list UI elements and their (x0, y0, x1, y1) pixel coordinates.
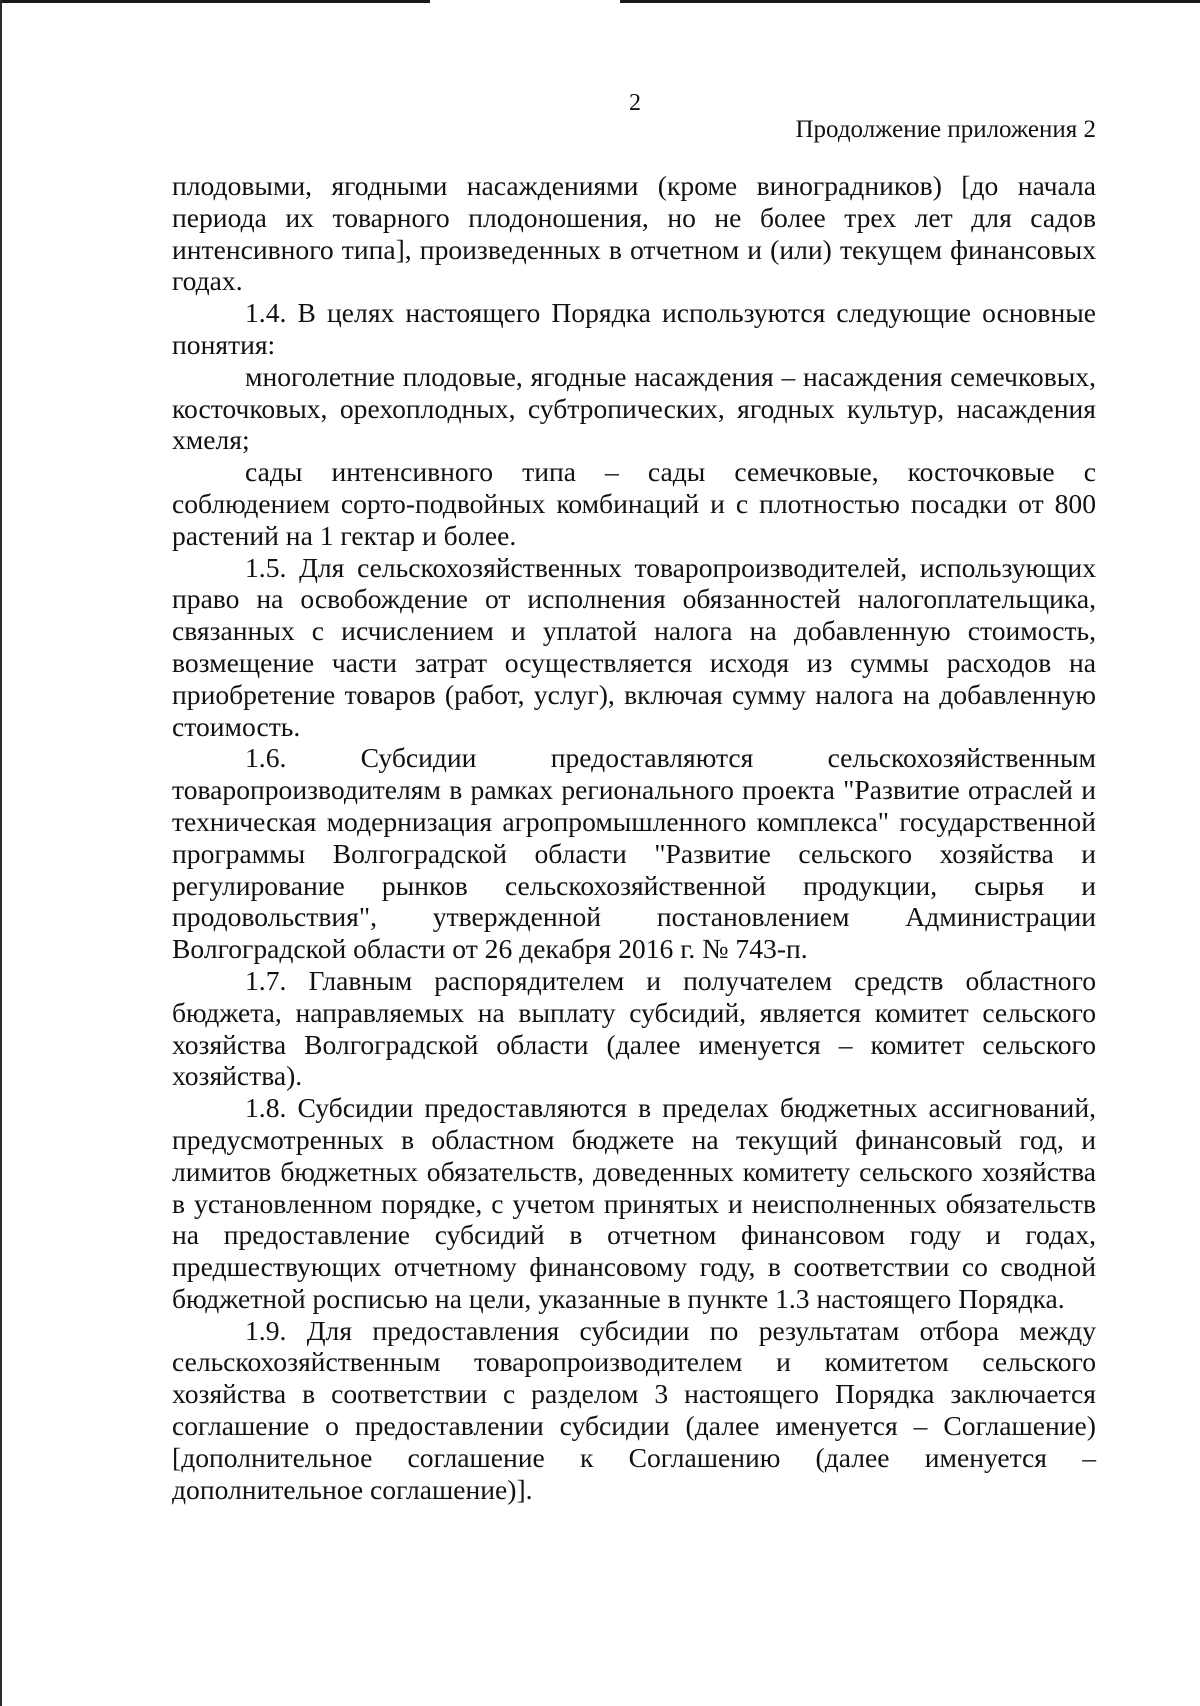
definition-intensive-gardens: сады интенсивного типа – сады семечковые, косточковые с соблюдением сорто-подвойных комбинаций и с плотностью посадки от 800 растений на 1 гектар и более. (172, 456, 1096, 551)
paragraph-continuation: плодовыми, ягодными насаждениями (кроме виноградников) [до начала периода их товарного плодоношения, но не более трех лет для садов интенсивного типа], произведенных в отчетном и (или) текущем финансовых годах. (172, 170, 1096, 297)
paragraph-1-7: 1.7. Главным распорядителем и получателем средств областного бюджета, направляемых на выплату субсидий, является комитет сельского хозяйства Волгоградской области (далее именуется – комитет сельского хозяйства). (172, 964, 1096, 1092)
page-number: 2 (629, 90, 641, 116)
scan-edge-top-gap (430, 0, 620, 3)
paragraph-1-4: 1.4. В целях настоящего Порядка используются следующие основные понятия: (172, 297, 1096, 360)
definition-perennial-plantings: многолетние плодовые, ягодные насаждения – насаждения семечковых, косточковых, орехоплодных, субтропических, ягодных культур, насаждения хмеля; (172, 360, 1096, 456)
running-header: Продолжение приложения 2 (795, 116, 1096, 143)
document-body (172, 170, 1096, 1505)
paragraph-1-8: 1.8. Субсидии предоставляются в пределах бюджетных ассигнований, предусмотренных в областном бюджете на текущий финансовый год, и лимитов бюджетных обязательств, доведенных комитету сельского хозяйства в установленном порядке, с учетом принятых и неисполненных обязательств на предоставление субсидий в отчетном финансовом году и годах, предшествующих отчетному финансовому году, в соответствии со сводной бюджетной росписью на цели, указанные в пункте 1.3 настоящего Порядка. (172, 1092, 1096, 1314)
scan-edge-left (0, 0, 2, 1706)
paragraph-1-9: 1.9. Для предоставления субсидии по результатам отбора между сельскохозяйственным товаропроизводителем и комитетом сельского хозяйства в соответствии с разделом 3 настоящего Порядка заключается соглашение о предоставлении субсидии (далее именуется – Соглашение) [дополнительное соглашение к Соглашению (далее именуется – дополнительное соглашение)]. (172, 1314, 1096, 1505)
paragraph-1-6: 1.6. Субсидии предоставляются сельскохозяйственным товаропроизводителям в рамках регионального проекта "Развитие отраслей и техническая модернизация агропромышленного комплекса" государственной программы Волгоградской области "Развитие сельского хозяйства и регулирование рынков сельскохозяйственной продукции, сырья и продовольствия", утвержденной постановлением Администрации Волгоградской области от 26 декабря 2016 г. № 743-п. (172, 742, 1096, 965)
paragraph-1-5: 1.5. Для сельскохозяйственных товаропроизводителей, использующих право на освобождение от исполнения обязанностей налогоплательщика, связанных с исчислением и уплатой налога на добавленную стоимость, возмещение части затрат осуществляется исходя из суммы расходов на приобретение товаров (работ, услуг), включая сумму налога на добавленную стоимость. (172, 551, 1096, 742)
